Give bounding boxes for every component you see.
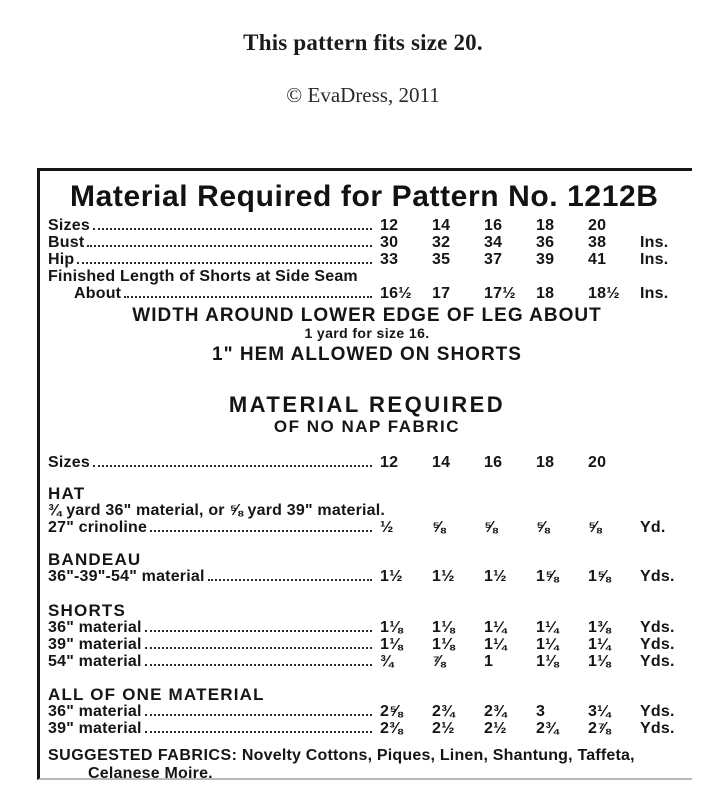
row-unit: Yds.: [640, 636, 675, 653]
cell: 1⅛: [432, 636, 455, 653]
table-row-shorts-36: [48, 619, 686, 636]
cell: 18: [536, 454, 555, 471]
suggested-fabrics-text: Novelty Cottons, Piques, Linen, Shantung, Taffeta,: [241, 747, 635, 764]
cell: 1¼: [536, 636, 559, 653]
row-label: Sizes: [48, 217, 90, 234]
row-unit: Yds.: [640, 703, 675, 720]
hat-note: ¾ yard 36" material, or ⅝ yard 39" material.: [48, 502, 386, 519]
dot-leader: [93, 465, 372, 467]
row-label: Hip: [48, 251, 75, 268]
section-header-shorts: SHORTS: [48, 601, 127, 620]
cell: 38: [588, 234, 607, 251]
dot-leader: [145, 647, 372, 649]
row-unit: Ins.: [640, 251, 669, 268]
cell: 2½: [484, 720, 507, 737]
cell: 1⅝: [588, 568, 611, 585]
table-row-sizes: [48, 217, 686, 234]
cell: 1⅛: [432, 619, 455, 636]
cell: 1½: [432, 568, 455, 585]
dot-leader: [87, 245, 372, 247]
required-heading: MATERIAL REQUIRED: [228, 392, 506, 417]
cell: 18½: [588, 285, 620, 302]
cell: 16: [484, 454, 503, 471]
chart-title: Material Required for Pattern No. 1212B: [70, 180, 659, 213]
section-header-all-of-one-material: ALL OF ONE MATERIAL: [48, 685, 265, 704]
cell: 2⅜: [380, 720, 403, 737]
cell: 2¾: [484, 703, 507, 720]
row-unit: Ins.: [640, 234, 669, 251]
dot-leader: [145, 731, 372, 733]
dot-leader: [145, 630, 372, 632]
dot-leader: [77, 262, 372, 264]
row-label: 36" material: [48, 619, 142, 636]
finished-length-caption: Finished Length of Shorts at Side Seam: [48, 268, 358, 285]
row-label: 36" material: [48, 703, 142, 720]
dot-leader: [145, 714, 372, 716]
cell-size-18: 18: [536, 217, 555, 234]
cell: 1½: [380, 568, 403, 585]
row-label: About: [74, 285, 122, 302]
suggested-fabrics-line1: [48, 747, 686, 765]
cell-size-16: 16: [484, 217, 503, 234]
row-label: 39" material: [48, 720, 142, 737]
cell: 1⅜: [588, 619, 611, 636]
cell: 37: [484, 251, 503, 268]
cell: 1¼: [588, 636, 611, 653]
suggested-fabrics-line2: Celanese Moire.: [88, 765, 213, 782]
cell: 18: [536, 285, 555, 302]
leg-width-heading: WIDTH AROUND LOWER EDGE OF LEG ABOUT: [132, 305, 602, 326]
cell: ⅞: [432, 653, 446, 670]
cell: 17: [432, 285, 451, 302]
cell: 1¼: [536, 619, 559, 636]
dot-leader: [208, 579, 372, 581]
cell: 35: [432, 251, 451, 268]
table-row-bust: [48, 234, 686, 251]
cell: 1¼: [484, 636, 507, 653]
cell: ¾: [380, 653, 394, 670]
leg-width-note: 1 yard for size 16.: [304, 325, 430, 341]
section-header-bandeau: BANDEAU: [48, 550, 142, 569]
table-row-shorts-39: [48, 636, 686, 653]
row-unit: Yds.: [640, 568, 675, 585]
table-row-about: [48, 285, 686, 302]
section-header-hat: HAT: [48, 484, 86, 503]
dot-leader: [150, 530, 372, 532]
row-unit: Yds.: [640, 619, 675, 636]
cell: 1¼: [484, 619, 507, 636]
cell: 2⅝: [380, 703, 403, 720]
cell: 12: [380, 454, 399, 471]
cell: 2¾: [536, 720, 559, 737]
cell: 1½: [484, 568, 507, 585]
cell: 39: [536, 251, 555, 268]
cell: 3: [536, 703, 546, 720]
row-unit: Yds.: [640, 653, 675, 670]
fit-note: This pattern fits size 20.: [243, 30, 483, 55]
cell: 33: [380, 251, 399, 268]
row-unit: Yd.: [640, 519, 666, 536]
row-label: Bust: [48, 234, 85, 251]
cell: ⅝: [484, 519, 498, 536]
cell: 1⅛: [380, 636, 403, 653]
cell: ⅝: [432, 519, 446, 536]
cell: ⅝: [536, 519, 550, 536]
table-row-all-36: [48, 703, 686, 720]
table-row-crinoline: [48, 519, 686, 536]
table-row-sizes-2: [48, 454, 686, 471]
cell: 34: [484, 234, 503, 251]
cell: 17½: [484, 285, 516, 302]
suggested-fabrics-label: SUGGESTED FABRICS:: [48, 747, 238, 764]
cell: 1⅝: [536, 568, 559, 585]
cell: 30: [380, 234, 399, 251]
copyright-line: © EvaDress, 2011: [286, 83, 440, 107]
cell: 1: [484, 653, 494, 670]
cell: 2½: [432, 720, 455, 737]
cell: 16½: [380, 285, 412, 302]
suggested-fabrics: [48, 747, 686, 783]
cell: 36: [536, 234, 555, 251]
cell-size-12: 12: [380, 217, 399, 234]
row-unit: Ins.: [640, 285, 669, 302]
row-label: Sizes: [48, 454, 90, 471]
cell: ⅝: [588, 519, 602, 536]
table-row-all-39: [48, 720, 686, 737]
cell: 1⅛: [536, 653, 559, 670]
cell: 14: [432, 454, 451, 471]
row-label: 27" crinoline: [48, 519, 148, 536]
dot-leader: [124, 296, 372, 298]
cell: 32: [432, 234, 451, 251]
cell: 2⅞: [588, 720, 611, 737]
table-row-bandeau: [48, 568, 686, 585]
cell: 3¼: [588, 703, 611, 720]
dot-leader: [145, 664, 372, 666]
cell: 1⅛: [380, 619, 403, 636]
cell-size-20: 20: [588, 217, 607, 234]
cell: 2¾: [432, 703, 455, 720]
table-row-hip: [48, 251, 686, 268]
row-label: 39" material: [48, 636, 142, 653]
cell: ½: [380, 519, 394, 536]
cell-size-14: 14: [432, 217, 451, 234]
cell: 1⅛: [588, 653, 611, 670]
row-label: 54" material: [48, 653, 142, 670]
material-chart: [37, 168, 692, 780]
required-subheading: OF NO NAP FABRIC: [273, 417, 461, 436]
table-row-shorts-54: [48, 653, 686, 670]
cell: 20: [588, 454, 607, 471]
dot-leader: [93, 228, 372, 230]
hem-note: 1" HEM ALLOWED ON SHORTS: [212, 344, 522, 365]
cell: 41: [588, 251, 607, 268]
row-unit: Yds.: [640, 720, 675, 737]
row-label: 36"-39"-54" material: [48, 568, 205, 585]
